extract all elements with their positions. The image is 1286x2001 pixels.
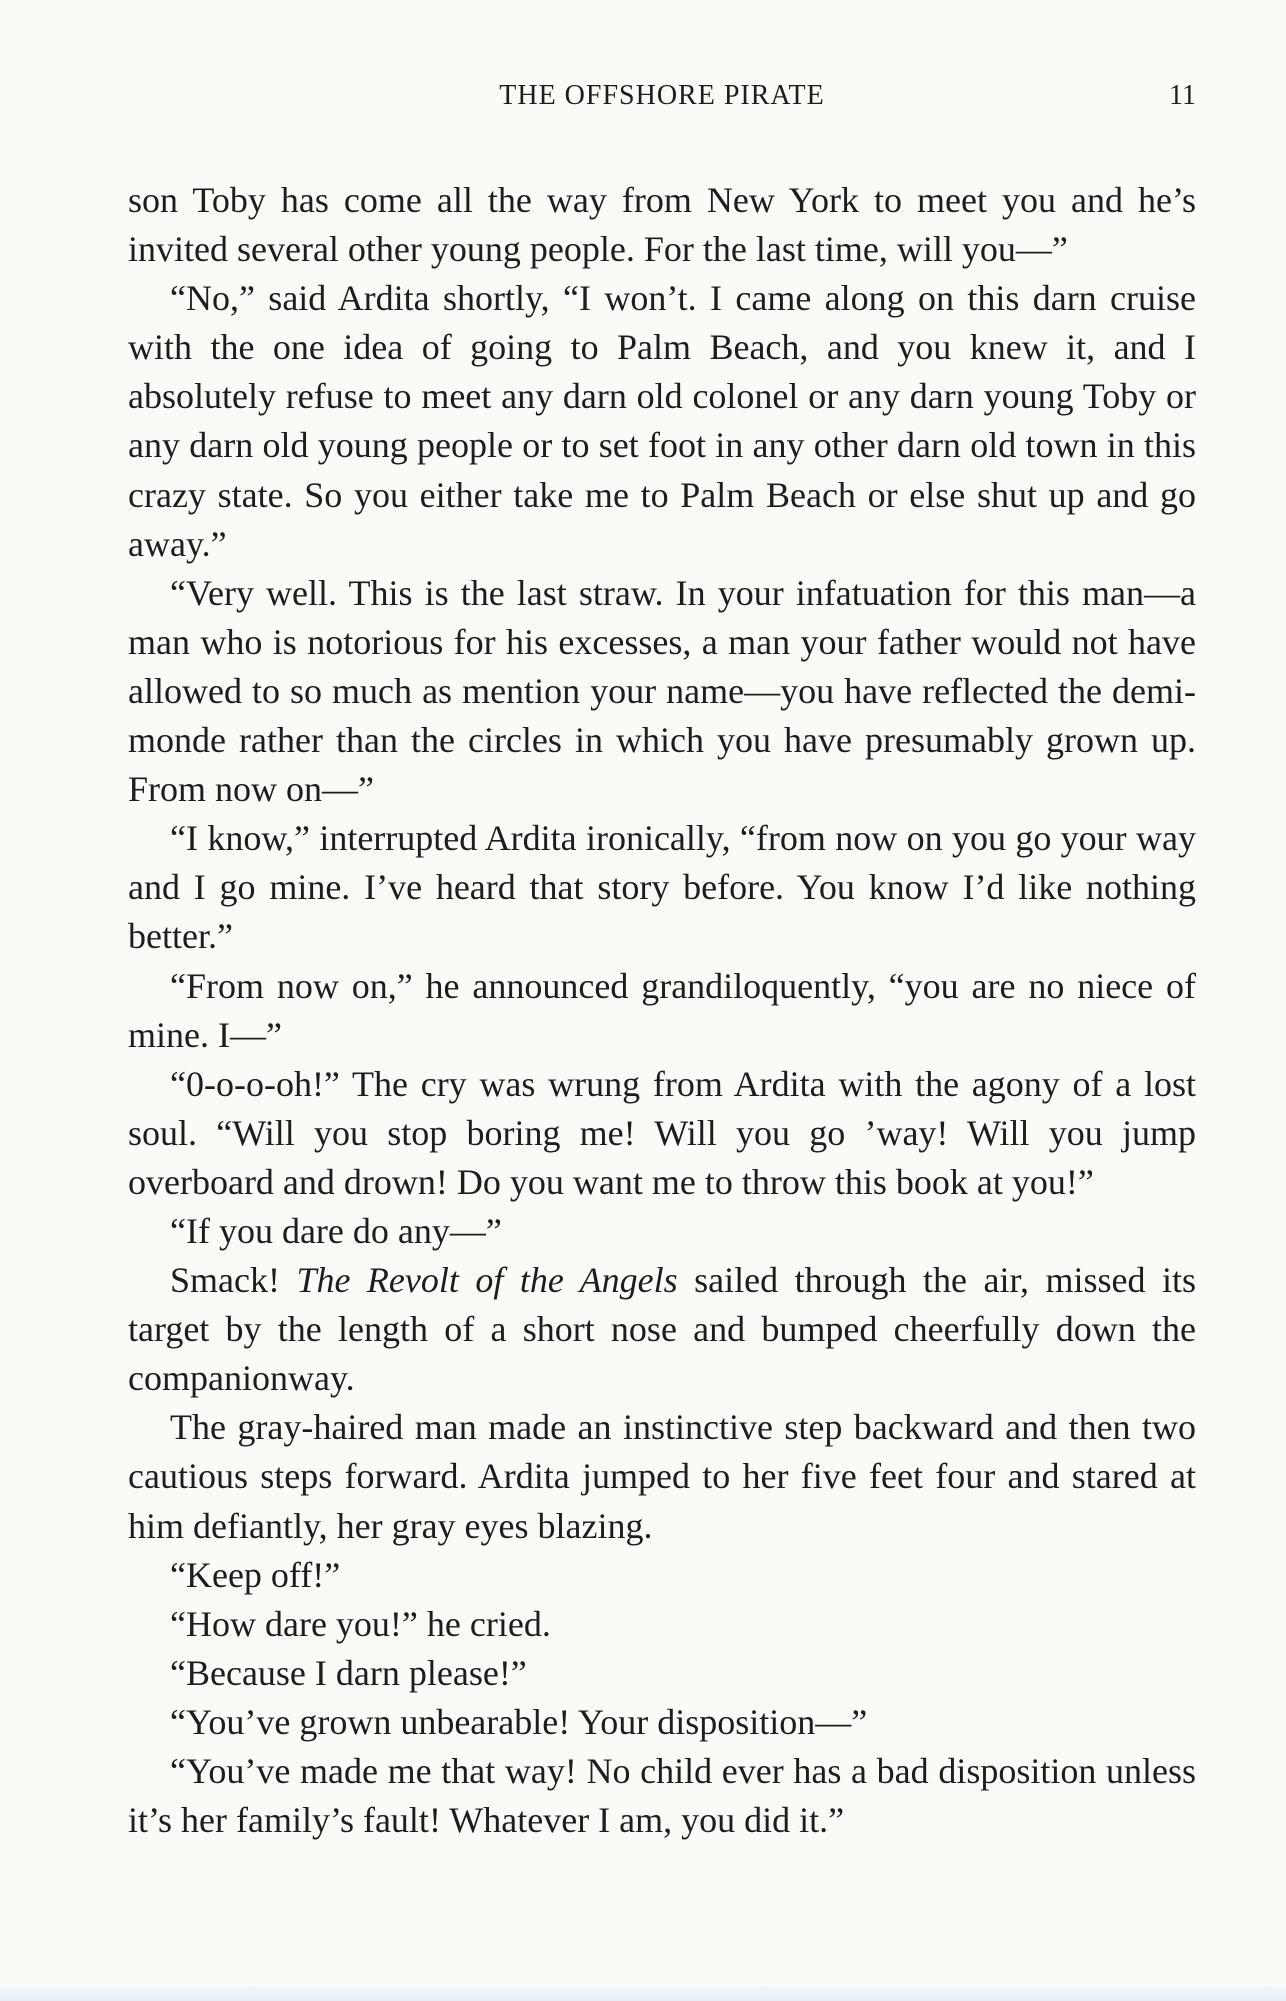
- running-title: THE OFFSHORE PIRATE: [499, 80, 825, 111]
- paragraph: “From now on,” he announced grandiloquently, “you are no niece of mine. I—”: [128, 965, 1196, 1055]
- page-header: [128, 76, 1196, 116]
- paragraph: The gray-haired man made an instinctive step backward and then two cautious steps forward. Ardita jumped to her five feet four and stared at him defiantly, her gray eyes blazing.: [128, 1407, 1196, 1546]
- book-title: The Revolt of the Angels: [296, 1260, 678, 1301]
- paragraph: “Because I darn please!”: [170, 1652, 527, 1693]
- scan-edge: [0, 1987, 1286, 2001]
- body-text: [128, 176, 1196, 1845]
- paragraph: “No,” said Ardita shortly, “I won’t. I came along on this darn cruise with the one idea of going to Palm Beach, and you knew it, and I absolutely refuse to meet any darn old colonel or any darn young Toby or any darn old young people or to set foot in any other darn old town in this crazy state. So you either take me to Palm Beach or else shut up and go away.”: [128, 278, 1196, 564]
- smack-lead: Smack!: [170, 1260, 297, 1301]
- paragraph: “You’ve grown unbearable! Your disposition—”: [170, 1701, 868, 1742]
- paragraph: “You’ve made me that way! No child ever has a bad disposition unless it’s her family’s fault! Whatever I am, you did it.”: [128, 1751, 1196, 1841]
- paragraph: “I know,” interrupted Ardita ironically, “from now on you go your way and I go mine. I’ve heard that story before. You know I’d like nothing better.”: [128, 818, 1196, 957]
- paragraph: “Very well. This is the last straw. In your infatuation for this man—a man who is notorious for his excesses, a man your father would not have allowed to so much as mention your name—you have reflected the demi-monde rather than the circles in which you have presumably grown up. From now on—”: [128, 572, 1196, 810]
- smack-rest: sailed through the air, missed its target by the length of a short nose and bumped cheerfully down the companionway.: [128, 1260, 1197, 1399]
- paragraph: “0-o-o-oh!” The cry was wrung from Ardita with the agony of a lost soul. “Will you stop boring me! Will you go ’way! Will you jump overboard and drown! Do you want me to throw this book at you!”: [128, 1063, 1196, 1202]
- paragraph-smack: [128, 1256, 1196, 1403]
- paragraph: “If you dare do any—”: [170, 1210, 502, 1251]
- paragraph: son Toby has come all the way from New York to meet you and he’s invited several other young people. For the last time, will you—”: [128, 180, 1196, 270]
- paragraph: “Keep off!”: [170, 1554, 341, 1595]
- paragraph: “How dare you!” he cried.: [170, 1603, 551, 1644]
- page-number: 11: [1169, 80, 1196, 111]
